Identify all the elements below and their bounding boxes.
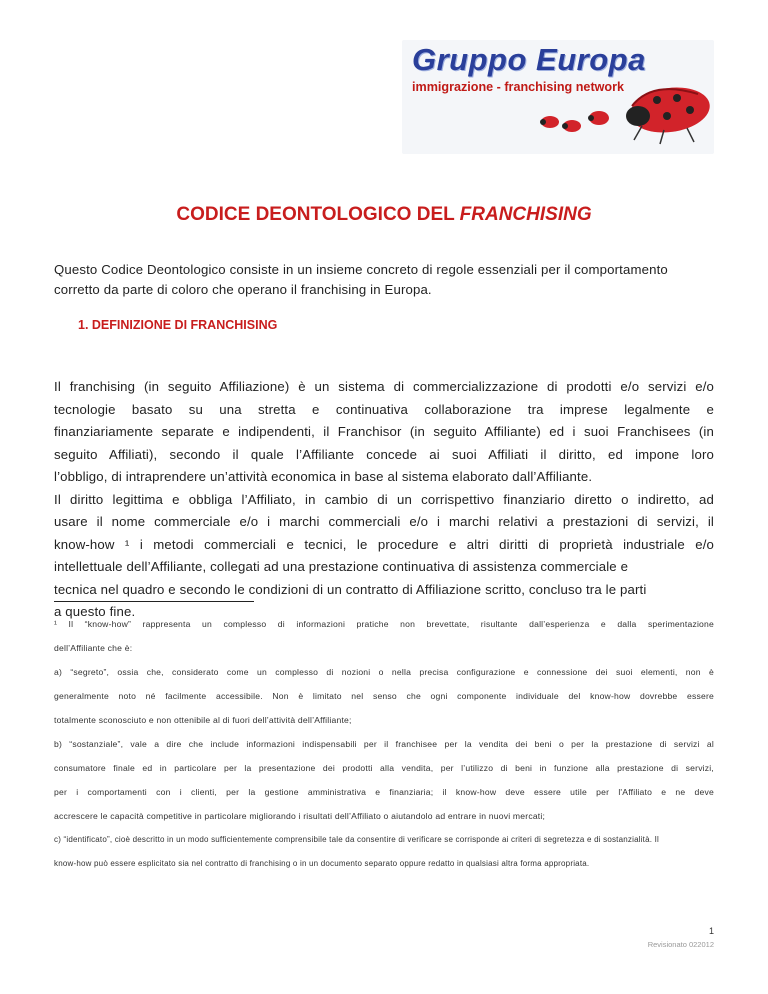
footnote-line: c) “identificato”, cioè descritto in un modo sufficientemente comprensibile tale da consentire di verificare se corrisponde ai criteri di segretezza e di sostanzialità. Il <box>54 835 659 844</box>
definition-paragraph <box>54 376 714 624</box>
body-line: Il franchising (in seguito Affiliazione) è un sistema di commercializzazione di prodotti e/o servizi e/o <box>54 379 714 394</box>
footnote-line: a) “segreto”, ossia che, considerato come un complesso di nozioni o nella precisa configurazione e connessione dei suoi elementi, non è <box>54 667 714 677</box>
revision-label: Revisionato 022012 <box>647 940 714 949</box>
footnote-line: consumatore finale ed in particolare per la presentazione dei prodotti alla vendita, per l’utilizzo di beni in funzione alla prestazione di servizi, <box>54 763 714 773</box>
footnote-line: dell’Affiliante che è: <box>54 643 133 653</box>
footnote-line: accrescere le capacità competitive in particolare migliorando i risultati dell’Affiliato o aiutandolo ad entrare in nuovi mercati; <box>54 811 546 821</box>
body-line: Il diritto legittima e obbliga l’Affiliato, in cambio di un corrispettivo finanziario diretto o indiretto, ad <box>54 491 714 507</box>
section-heading: 1. DEFINIZIONE DI FRANCHISING <box>78 318 278 332</box>
footnote-line: totalmente sconosciuto e non ottenibile al di fuori dell’attività dell’Affiliante; <box>54 715 352 725</box>
intro-line: corretto da parte di coloro che operano il franchising in Europa. <box>54 282 432 297</box>
body-line: tecnica nel quadro e secondo le condizioni di un contratto di Affiliazione scritto, concluso tra le parti <box>54 581 647 597</box>
intro-paragraph <box>54 260 714 300</box>
logo-tagline: immigrazione - franchising network <box>412 80 625 94</box>
footnote-block <box>54 612 714 876</box>
logo-brand: Gruppo Europa <box>412 42 646 77</box>
body-line: intellettuale dell’Affiliante, collegati ad una prestazione continuativa di assistenza commerciale e <box>54 559 629 574</box>
footnote-line: know-how può essere esplicitato sia nel contratto di franchising o in un documento separato oppure redatto in qualsiasi altra forma appropriata. <box>54 859 590 868</box>
footnote-line: per i comportamenti con i clienti, per la gestione amministrativa e finanziaria; il know-how deve essere utile per l'Affiliato e ne deve <box>54 787 714 797</box>
footnote-line: b) “sostanziale”, vale a dire che include informazioni indispensabili per il franchisee per la vendita dei beni o per la prestazione di servizi al <box>54 739 714 749</box>
ladybug-icon <box>402 40 714 154</box>
body-line: l’obbligo, di intraprendere un’attività economica in base al sistema elaborato dall’Affiliante. <box>54 469 593 484</box>
gruppo-europa-logo <box>402 40 714 154</box>
body-line: seguito Affiliati), secondo il quale l’Affiliante concede ai suoi Affiliati il diritto, ed impone loro <box>54 446 714 462</box>
footnote-line: ¹ Il “know-how” rappresenta un complesso di informazioni pratiche non brevettate, risultante dall’esperienza e dalla sperimentazione <box>54 619 714 629</box>
body-line: a questo fine. <box>54 604 136 619</box>
body-line: tecnologie basato su una stretta e continuativa collaborazione tra imprese legalmente e <box>54 401 714 417</box>
page-title: CODICE DEONTOLOGICO DEL FRANCHISING <box>176 204 592 225</box>
body-line: usare il nome commerciale e/o i marchi commerciali e/o i marchi relativi a prestazioni di servizi, il <box>54 514 714 529</box>
footnote-line: generalmente noto né facilmente accessibile. Non è limitato nel senso che ogni componente individuale del know-how dovrebbe essere <box>54 691 714 701</box>
body-line: know-how ¹ i metodi commerciali e tecnici, le procedure e altri diritti di proprietà industriale e/o <box>54 536 714 552</box>
page-number: 1 <box>708 926 714 936</box>
footnote-separator <box>54 601 254 602</box>
intro-line: Questo Codice Deontologico consiste in un insieme concreto di regole essenziali per il comportamento <box>54 262 668 277</box>
body-line: finanziariamente separate e indipendenti, il Franchisor (in seguito Affiliante) ed i suoi Franchisees (in <box>54 424 714 439</box>
